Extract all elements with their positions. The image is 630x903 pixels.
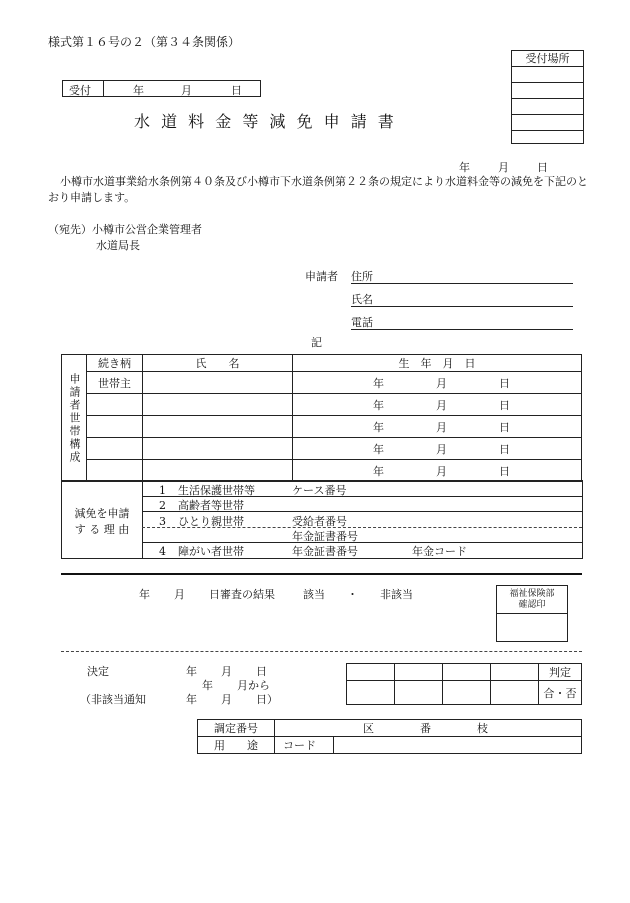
use-label: 用 途 bbox=[198, 737, 275, 754]
reason-2[interactable]: 2 高齢者等世帯 bbox=[159, 499, 244, 512]
reasons-side-label: 減免を申請 す る 理 由 bbox=[62, 481, 143, 558]
reception-place-label: 受付場所 bbox=[512, 51, 583, 67]
notice-date: 年 月 日） bbox=[186, 693, 278, 706]
household-side-label: 申請者世帯構成 bbox=[62, 355, 87, 482]
application-date: 年 月 日 bbox=[459, 161, 548, 174]
ban-label: 番 bbox=[420, 722, 431, 735]
household-row[interactable]: 年 月 日 bbox=[62, 416, 582, 438]
household-row[interactable]: 世帯主 年 月 日 bbox=[62, 372, 582, 394]
page-title: 水 道 料 金 等 減 免 申 請 書 bbox=[134, 112, 397, 131]
header-birth: 生 年 月 日 bbox=[293, 355, 582, 372]
eda-label: 枝 bbox=[477, 722, 488, 735]
ku-label: 区 bbox=[363, 722, 374, 735]
case-number-label: ケース番号 bbox=[292, 484, 347, 497]
header-relation: 続き柄 bbox=[87, 355, 143, 372]
reception-year: 年 bbox=[133, 84, 144, 97]
decision-from: 年 月から bbox=[202, 679, 270, 692]
applicant-phone-field[interactable]: 電話 bbox=[351, 314, 573, 330]
reason-1[interactable]: 1 生活保護世帯等 bbox=[159, 484, 255, 497]
form-number: 様式第１６号の２（第３４条関係） bbox=[48, 35, 241, 49]
household-row[interactable]: 年 月 日 bbox=[62, 394, 582, 416]
decision-date: 年 月 日 bbox=[186, 665, 267, 678]
section-divider bbox=[61, 573, 582, 575]
recipient-number-label: 受給者番号 bbox=[292, 515, 347, 528]
applicant-address-field[interactable]: 住所 bbox=[351, 268, 573, 284]
body-text: 小樽市水道事業給水条例第４０条及び小樽市下水道条例第２２条の規定により水道料金等の減免を下記のとおり申請します。 bbox=[48, 175, 588, 204]
reason-3[interactable]: 3 ひとり親世帯 bbox=[159, 515, 244, 528]
reception-month: 月 bbox=[181, 84, 192, 97]
review-result: 年 月 日審査の結果 該当 ・ 非該当 bbox=[139, 588, 413, 601]
reason-4[interactable]: 4 障がい者世帯 bbox=[159, 545, 244, 558]
addressee: （宛先）小樽市公営企業管理者 水道局長 bbox=[48, 223, 202, 252]
survey-number-label: 調定番号 bbox=[198, 720, 275, 737]
applicant-label: 申請者 bbox=[305, 270, 338, 283]
reception-place-box bbox=[511, 50, 584, 144]
notice-label: （非該当通知 bbox=[80, 693, 146, 706]
dashed-divider bbox=[61, 651, 582, 652]
judgment-label: 判定 bbox=[539, 664, 582, 681]
pension-cert-label-1: 年金証書番号 bbox=[292, 530, 358, 543]
household-row[interactable]: 年 月 日 bbox=[62, 438, 582, 460]
survey-table bbox=[197, 719, 582, 754]
decision-label: 決定 bbox=[87, 665, 109, 678]
reception-label: 受付 bbox=[69, 84, 91, 97]
household-row[interactable]: 年 月 日 bbox=[62, 460, 582, 482]
reception-box bbox=[62, 80, 261, 97]
welfare-stamp-box: 福祉保険部 確認印 bbox=[496, 585, 568, 642]
judgment-value[interactable]: 合・否 bbox=[539, 681, 582, 705]
reception-day: 日 bbox=[231, 84, 242, 97]
reasons-box bbox=[61, 480, 583, 559]
header-name: 氏 名 bbox=[143, 355, 293, 372]
ki-mark: 記 bbox=[311, 336, 322, 349]
judgment-table bbox=[346, 663, 582, 705]
applicant-name-field[interactable]: 氏名 bbox=[351, 291, 573, 307]
pension-code-label: 年金コード bbox=[412, 545, 467, 558]
pension-cert-label-2: 年金証書番号 bbox=[292, 545, 358, 558]
code-label: コード bbox=[275, 737, 334, 754]
household-table bbox=[61, 354, 582, 482]
